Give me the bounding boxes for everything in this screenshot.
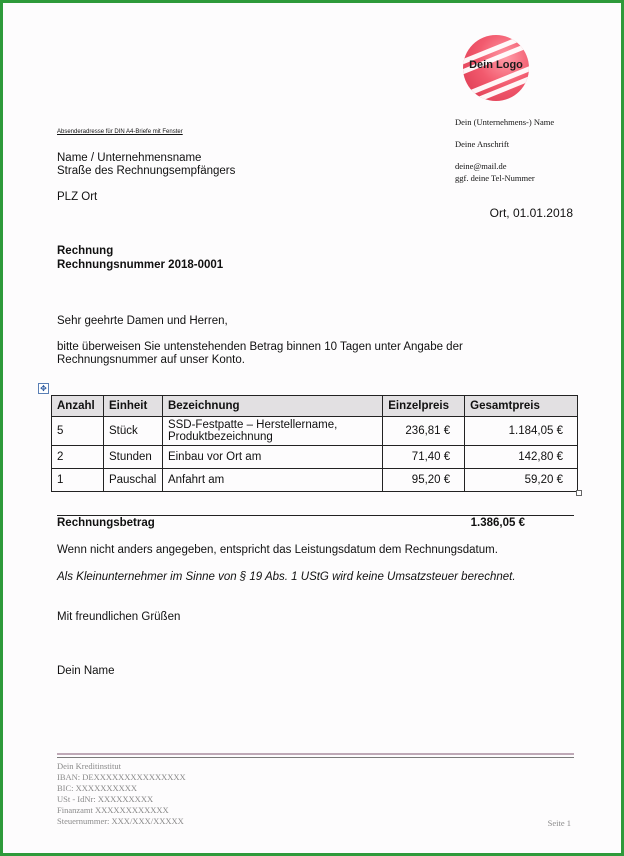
footer-tax-number: Steuernummer: XXX/XXX/XXXXX (57, 816, 184, 826)
table-row (52, 446, 578, 469)
sum-value: 1.386,05 € (470, 517, 525, 529)
greeting: Sehr geehrte Damen und Herren, (57, 315, 228, 327)
header-total-price: Gesamtpreis (465, 396, 578, 417)
table-row (52, 417, 578, 446)
move-cross-icon[interactable]: ✥ (38, 383, 49, 394)
cell-total-price: 142,80 € (465, 446, 578, 469)
cell-description: Einbau vor Ort am (162, 446, 382, 469)
sender-phone: ggf. deine Tel-Nummer (455, 173, 535, 183)
description-line-1: SSD-Festpatte – Herstellername, (167, 419, 338, 431)
intro-text (57, 341, 463, 367)
return-address: Absenderadresse für DIN A4-Briefe mit Fenster (57, 129, 183, 135)
cell-unit-price: 236,81 € (383, 417, 465, 446)
footer-bank: Dein Kreditinstitut (57, 761, 121, 771)
logo (463, 35, 529, 101)
resize-square-icon[interactable] (576, 490, 582, 496)
cell-qty: 5 (52, 417, 104, 446)
sum-divider (57, 515, 574, 516)
logo-text: Dein Logo (469, 59, 523, 71)
tax-note: Als Kleinunternehmer im Sinne von § 19 Abs. 1 UStG wird keine Umsatzsteuer berechnet. (57, 571, 516, 583)
sum-label: Rechnungsbetrag (57, 517, 155, 529)
invoice-date: Ort, 01.01.2018 (489, 206, 573, 220)
items-table (51, 395, 578, 492)
recipient-block (57, 152, 235, 204)
invoice-title: Rechnung (57, 245, 114, 257)
cell-qty: 2 (52, 446, 104, 469)
sender-name: Dein (Unternehmens-) Name (455, 117, 555, 127)
sender-address: Deine Anschrift (455, 139, 510, 149)
footer-bic: BIC: XXXXXXXXXX (57, 783, 138, 793)
footer-divider-accent (57, 753, 574, 755)
footer-divider (57, 757, 574, 758)
cell-description (162, 417, 382, 446)
footer-tax-office: Finanzamt XXXXXXXXXXXX (57, 805, 169, 815)
cell-unit-price: 95,20 € (383, 469, 465, 492)
sender-email: deine@mail.de (455, 161, 507, 171)
cell-qty: 1 (52, 469, 104, 492)
page-number: Seite 1 (547, 818, 571, 828)
service-date-note: Wenn nicht anders angegeben, entspricht das Leistungsdatum dem Rechnungsdatum. (57, 544, 498, 556)
footer-vat-id: USt - IdNr: XXXXXXXXX (57, 794, 154, 804)
header-unit-price: Einzelpreis (383, 396, 465, 417)
recipient-street: Straße des Rechnungsempfängers (57, 165, 236, 177)
cell-unit-price: 71,40 € (383, 446, 465, 469)
table-header-row (52, 396, 578, 417)
intro-line-2: Rechnungsnummer auf unser Konto. (57, 354, 245, 366)
table-row (52, 469, 578, 492)
cell-total-price: 1.184,05 € (465, 417, 578, 446)
header-description: Bezeichnung (162, 396, 382, 417)
header-unit: Einheit (103, 396, 162, 417)
cell-unit: Stück (103, 417, 162, 446)
closing: Mit freundlichen Grüßen (57, 611, 181, 623)
signature: Dein Name (57, 665, 115, 677)
header-qty: Anzahl (52, 396, 104, 417)
description-line-2: Produktbezeichnung (167, 431, 273, 443)
cell-unit: Stunden (103, 446, 162, 469)
recipient-name: Name / Unternehmensname (57, 152, 202, 164)
cell-total-price: 59,20 € (465, 469, 578, 492)
cell-unit: Pauschal (103, 469, 162, 492)
footer-bank-info (57, 761, 186, 827)
cell-description: Anfahrt am (162, 469, 382, 492)
intro-line-1: bitte überweisen Sie untenstehenden Betrag binnen 10 Tagen unter Angabe der (57, 341, 463, 353)
invoice-number: Rechnungsnummer 2018-0001 (57, 259, 224, 271)
recipient-city: PLZ Ort (57, 191, 98, 203)
footer-iban: IBAN: DEXXXXXXXXXXXXXXX (57, 772, 186, 782)
invoice-heading (57, 244, 223, 272)
